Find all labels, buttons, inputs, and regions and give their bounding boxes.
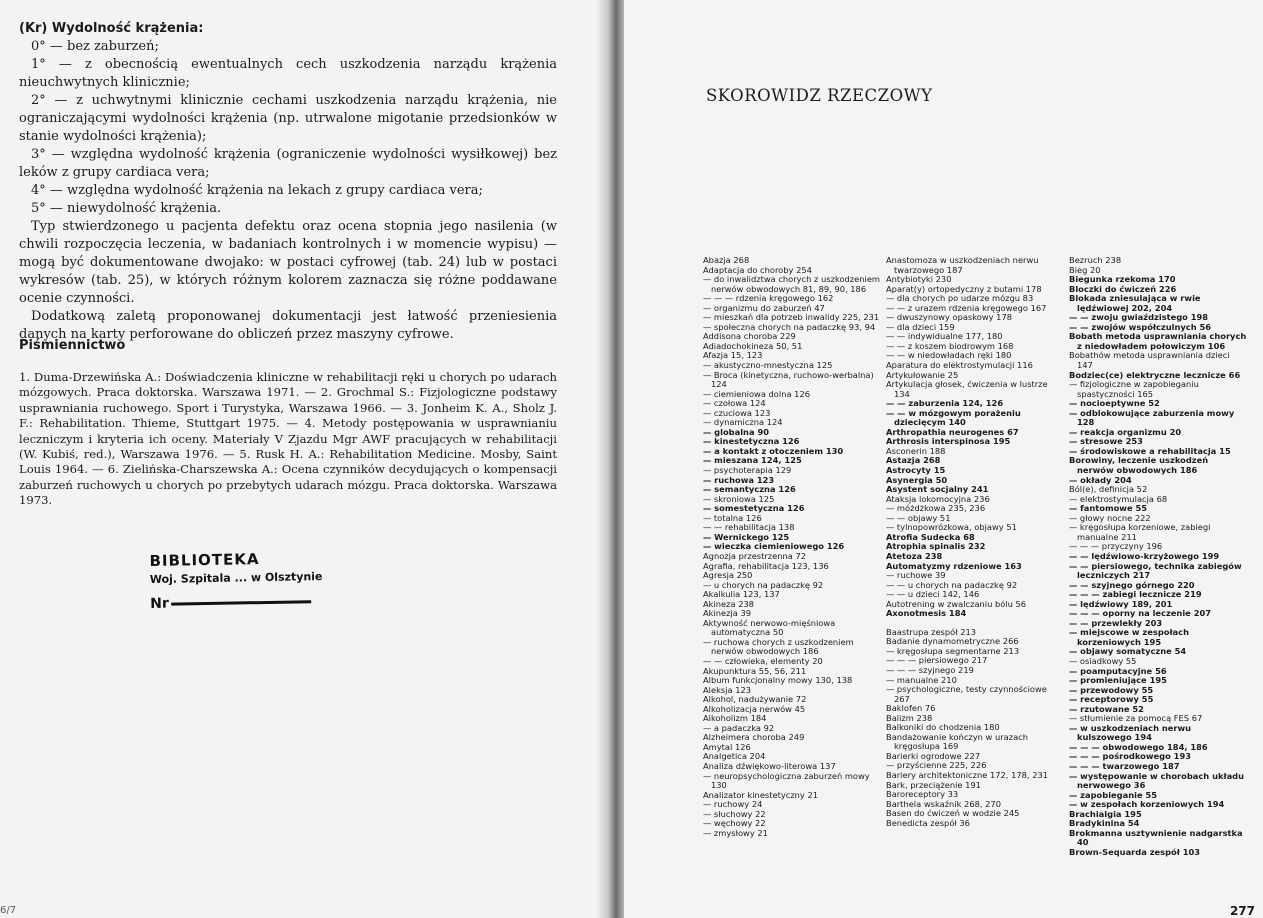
kr-item: 2° — z uchwytnymi klinicznie cechami uszkodzenia narządu krążenia, nie ograniczającymi wydolności krążenia (np. utrwalone migotanie przedsionków w stanie wydolności krążenia); xyxy=(19,93,557,144)
index-entry: Atetoza 238 xyxy=(886,550,943,561)
index-entry: Addisona choroba 229 xyxy=(703,331,796,342)
index-entry: — akustyczno-mnestyczna 125 xyxy=(703,360,833,371)
index-entry: Balkoniki do chodzenia 180 xyxy=(886,722,1000,733)
index-entry: — do inwalidztwa chorych z uszkodzeniem nerwów obwodowych 81, 89, 90, 186 xyxy=(703,274,881,294)
index-entry: — — u chorych na padaczkę 92 xyxy=(886,579,1018,590)
index-entry: — czołowa 124 xyxy=(703,398,766,409)
index-entry: — stłumienie za pomocą FES 67 xyxy=(1069,713,1203,724)
index-entry: — rzutowane 52 xyxy=(1069,703,1144,714)
index-entry: — receptorowy 55 xyxy=(1069,694,1154,705)
index-entry: — występowanie w chorobach układu nerwowego 36 xyxy=(1069,770,1245,791)
index-entry: — poamputacyjne 56 xyxy=(1069,665,1167,676)
index-entry: — — w mózgowym porażeniu dziecięcym 140 xyxy=(886,407,1021,428)
index-entry: — — przewlekły 203 xyxy=(1069,617,1163,628)
index-entry: Agnozja przestrzenna 72 xyxy=(703,550,807,561)
index-entry: — zapobieganie 55 xyxy=(1069,789,1158,800)
index-entry: — — — twarzowego 187 xyxy=(1069,760,1180,771)
literature-text: 1. Duma-Drzewińska A.: Doświadczenia kliniczne w rehabilitacji ręki u chorych po udarach mózgowych. Praca doktorska. Warszawa 1971. — 2. Grochmal S.: Fizjologiczne podstawy usprawniania ruchowego. Sport i Turystyka, Warszawa 1966. — 3. Jonheim K. A., Sholz J. F.: Rehabilitation. Thieme, Stuttgart 1975. — 4. Metody postępowania w usprawnianiu leczniczym i kryteria ich oceny. Materiały V Zjazdu Mgr AWF pracujących w rehabilitacji (W. Kubiś, red.), Warszawa 1976. — 5. Rusk H. A.: Rehabilitation Medicine. Mosby, Saint Louis 1964. — 6. Zielińska-Charszewska A.: Ocena czynników decydujących o kompensacji zaburzeń ruchowych u chorych po przebytych udarach mózgu. Praca doktorska. Warszawa 1973. xyxy=(19,370,557,508)
index-entry: — osiadkowy 55 xyxy=(1069,655,1137,666)
stamp-line-2: Woj. Szpitala ... w Olsztynie xyxy=(149,569,323,587)
index-entry: — — w niedowładach ręki 180 xyxy=(886,350,1012,361)
left-footer: 6/7 xyxy=(0,905,17,916)
index-entry: Autotrening w zwalczaniu bólu 56 xyxy=(886,598,1027,609)
index-entry: Bark, przeciążenie 191 xyxy=(886,779,981,790)
index-entry: — — z urazem rdzenia kręgowego 167 xyxy=(886,302,1047,313)
index-entry: — — — szyjnego 219 xyxy=(886,664,974,675)
index-entry: — ruchowy 24 xyxy=(703,799,763,810)
index-column-1 xyxy=(703,256,881,838)
index-entry: Anastomoza w uszkodzeniach nerwu twarzowego 187 xyxy=(886,255,1039,275)
index-entry: — globalna 90 xyxy=(703,426,769,437)
index-entry: — środowiskowe a rehabilitacja 15 xyxy=(1069,445,1231,456)
index-entry: — głowy nocne 222 xyxy=(1069,512,1151,523)
index-entry: — ruchowe 39 xyxy=(886,570,946,581)
index-entry: — Broca (kinetyczna, ruchowo-werbalna) 124 xyxy=(703,369,874,390)
index-entry: — — — zabiegi lecznicze 219 xyxy=(1069,589,1202,600)
index-entry: — u chorych na padaczkę 92 xyxy=(703,579,824,590)
index-entry: Analiza dźwiękowo-literowa 137 xyxy=(703,760,836,771)
kr-section xyxy=(19,20,557,344)
index-entry: Barthela wskaźnik 268, 270 xyxy=(886,798,1001,809)
right-page xyxy=(624,0,1263,918)
index-entry: Album funkcjonalny mowy 130, 138 xyxy=(703,675,853,686)
index-entry: Astrocyty 15 xyxy=(886,465,946,476)
index-entry: Benedicta zespół 36 xyxy=(886,817,970,828)
index-entry: — a kontakt z otoczeniem 130 xyxy=(703,445,844,456)
index-entry: — czuciowa 123 xyxy=(703,407,771,418)
index-entry: — semantyczna 126 xyxy=(703,484,796,495)
index-entry: Aktywność nerwowo-mięśniowa automatyczna 50 xyxy=(703,617,836,638)
index-entry: Automatyzmy rdzeniowe 163 xyxy=(886,560,1022,571)
index-entry: Bariery architektoniczne 172, 178, 231 xyxy=(886,769,1049,780)
stamp-number-label: Nr xyxy=(150,595,169,613)
stamp-underline xyxy=(171,600,311,605)
index-entry: — dla dzieci 159 xyxy=(886,321,955,332)
index-entry: — — człowieka, elementy 20 xyxy=(703,655,823,666)
index-entry: — neuropsychologiczna zaburzeń mowy 130 xyxy=(703,770,870,791)
kr-item: 0° — bez zaburzeń; xyxy=(31,39,159,54)
index-entry: Alzheimera choroba 249 xyxy=(703,732,805,743)
index-entry: Akineza 238 xyxy=(703,598,755,609)
index-entry: — fantomowe 55 xyxy=(1069,503,1148,514)
index-entry: Bobath metoda usprawniania chorych z niedowładem połowiczym 106 xyxy=(1069,331,1247,351)
index-entry: Atrofia Sudecka 68 xyxy=(886,531,975,542)
index-entry: — miejscowe w zespołach korzeniowych 195 xyxy=(1069,627,1189,647)
index-entry: — — szyjnego górnego 220 xyxy=(1069,579,1195,590)
index-entry: — kręgosłupa segmentarne 213 xyxy=(886,645,1020,656)
index-entry: Abazja 268 xyxy=(703,255,750,265)
index-entry: Agresja 250 xyxy=(703,570,753,581)
index-entry: Afazja 15, 123 xyxy=(703,350,763,361)
stamp-line-1: BIBLIOTEKA xyxy=(149,550,260,571)
index-entry: — organizmu do zaburzeń 47 xyxy=(703,302,825,313)
index-entry: Blokada zniesulająca w rwie lędźwiowej 202, 204 xyxy=(1069,293,1201,313)
index-entry: — fizjologiczne w zapobieganiu spastyczności 165 xyxy=(1069,379,1199,399)
kr-item: 1° — z obecnością ewentualnych cech uszkodzenia narządu krążenia nieuchwytnych klinicznie; xyxy=(19,57,557,90)
kr-item: 4° — względna wydolność krążenia na lekach z grupy cardiaca vera; xyxy=(31,183,483,198)
index-entry: — lędźwiowy 189, 201 xyxy=(1069,598,1173,609)
index-entry: Alkoholizacja nerwów 45 xyxy=(703,703,806,714)
index-entry: Bandażowanie kończyn w urazach kręgosłupa 169 xyxy=(886,731,1028,752)
index-entry: — — — przyczyny 196 xyxy=(1069,541,1163,552)
index-entry: Artykułowanie 25 xyxy=(886,369,959,380)
index-entry: Axonotmesis 184 xyxy=(886,608,967,619)
index-entry: Aleksja 123 xyxy=(703,684,752,695)
index-entry: — móżdżkowa 235, 236 xyxy=(886,503,986,514)
index-entry: Borowiny, leczenie uszkodzeń nerwów obwodowych 186 xyxy=(1069,455,1209,476)
index-entry: Biegunka rzekoma 170 xyxy=(1069,274,1176,285)
index-entry: Aparat(y) ortopedyczny z butami 178 xyxy=(886,283,1042,294)
index-entry: — słuchowy 22 xyxy=(703,808,766,819)
index-entry: Artykulacja głosek, ćwiczenia w lustrze 134 xyxy=(886,379,1048,399)
index-entry: — — — oporny na leczenie 207 xyxy=(1069,608,1212,619)
index-entry: Aparatura do elektrostymulacji 116 xyxy=(886,360,1033,371)
index-entry: — — lędźwiowo-krzyżowego 199 xyxy=(1069,550,1220,561)
index-entry: Akinezja 39 xyxy=(703,608,752,619)
index-entry: Antybiotyki 230 xyxy=(886,274,952,285)
stamp-line-3 xyxy=(150,592,380,612)
literature-title: Piśmiennictwo xyxy=(19,338,126,353)
index-entry: Balizm 238 xyxy=(886,712,933,723)
index-entry: — Wernickego 125 xyxy=(703,531,790,542)
index-entry: — w uszkodzeniach nerwu kulszowego 194 xyxy=(1069,722,1192,743)
kr-section-title: (Kr) Wydolność krążenia: xyxy=(19,21,204,36)
index-entry: — kręgosłupa korzeniowe, zabiegi manualne 211 xyxy=(1069,522,1211,542)
index-entry: — kinestetyczna 126 xyxy=(703,436,800,447)
index-entry: — okłady 204 xyxy=(1069,474,1132,485)
index-entry: — promieniujące 195 xyxy=(1069,675,1167,686)
index-entry: Analgetica 204 xyxy=(703,751,766,762)
index-entry: Akupunktura 55, 56, 211 xyxy=(703,665,807,676)
index-entry: — — z koszem biodrowym 168 xyxy=(886,340,1014,351)
index-entry: — reakcja organizmu 20 xyxy=(1069,426,1182,437)
index-entry: Bieg 20 xyxy=(1069,264,1101,275)
index-entry: Barierki ogrodowe 227 xyxy=(886,750,981,761)
index-entry: Badanie dynamometryczne 266 xyxy=(886,636,1019,647)
index-entry: — przyścienne 225, 226 xyxy=(886,760,987,771)
index-entry: — — indywidualne 177, 180 xyxy=(886,331,1003,342)
index-entry: — — — obwodowego 184, 186 xyxy=(1069,741,1208,752)
page-number: 277 xyxy=(1229,904,1255,918)
index-entry: — psychologiczne, testy czynnościowe 267 xyxy=(886,684,1047,704)
index-entry: — w zespołach korzeniowych 194 xyxy=(1069,799,1225,810)
index-entry: — — zwoju gwiaździstego 198 xyxy=(1069,312,1209,323)
index-entry: Brachialgia 195 xyxy=(1069,808,1142,819)
index-entry: — mieszkań dla potrzeb inwalidy 225, 231 xyxy=(703,312,880,323)
index-entry: — somestetyczna 126 xyxy=(703,503,805,514)
index-entry: Bodziec(ce) elektryczne lecznicze 66 xyxy=(1069,369,1241,380)
index-entry: — odblokowujące zaburzenia mowy 128 xyxy=(1069,407,1235,428)
index-entry: Alkohol, nadużywanie 72 xyxy=(703,694,807,705)
index-entry: Bradykinina 54 xyxy=(1069,818,1140,829)
index-entry: Alkoholizm 184 xyxy=(703,713,767,724)
index-entry: Baroreceptory 33 xyxy=(886,789,959,800)
index-entry: — totalna 126 xyxy=(703,512,762,523)
index-entry: Arthrosis interspinosa 195 xyxy=(886,436,1011,447)
index-entry: Asynergia 50 xyxy=(886,474,948,485)
index-entry: — nocioeptywne 52 xyxy=(1069,398,1160,409)
index-entry: Adaptacja do choroby 254 xyxy=(703,264,812,275)
index-entry: Bobathów metoda usprawniania dzieci 147 xyxy=(1069,350,1230,371)
index-entry: Brown-Sequarda zespół 103 xyxy=(1069,846,1201,857)
index-entry: Baastrupa zespół 213 xyxy=(886,626,977,637)
index-entry: Baklofen 76 xyxy=(886,703,936,714)
index-entry: — ruchowa chorych z uszkodzeniem nerwów obwodowych 186 xyxy=(703,636,854,657)
index-entry: — manualne 210 xyxy=(886,674,957,685)
index-entry: Akalkulia 123, 137 xyxy=(703,589,780,600)
index-entry: — przewodowy 55 xyxy=(1069,684,1154,695)
index-entry: — psychoterapia 129 xyxy=(703,465,792,476)
index-entry: — ruchowa 123 xyxy=(703,474,775,485)
body-paragraph: Typ stwierdzonego u pacjenta defektu oraz ocena stopnia jego nasilenia (w chwili rozpoczęcia leczenia, w badaniach kontrolnych i w momencie wypisu) — mogą być dokumentowane dwojako: w postaci cyfrowej (tab. 24) lub w postaci wykresów (tab. 25), w których różnym kolorem zaznacza się różne poddawane ocenie czynności. xyxy=(19,219,557,306)
index-entry: Analizator kinestetyczny 21 xyxy=(703,789,819,800)
index-entry: Amytal 126 xyxy=(703,741,751,752)
index-entry: — stresowe 253 xyxy=(1069,436,1143,447)
index-entry: — — — pośrodkowego 193 xyxy=(1069,751,1191,762)
index-entry: — — — piersiowego 217 xyxy=(886,655,988,666)
index-column-2 xyxy=(886,256,1064,828)
index-entry: Brokmanna usztywnienie nadgarstka 40 xyxy=(1069,827,1243,848)
index-entry: Arthropathia neurogenes 67 xyxy=(886,426,1019,437)
index-entry: — zmysłowy 21 xyxy=(703,827,768,838)
kr-item: 5° — niewydolność krążenia. xyxy=(31,201,222,216)
body-paragraph: Dodatkową zaletą proponowanej dokumentacji jest łatwość przeniesienia danych na karty perforowane do obliczeń przez maszyny cyfrowe. xyxy=(19,309,557,342)
index-entry: — społeczna chorych na padaczkę 93, 94 xyxy=(703,321,876,332)
index-entry: Bezruch 238 xyxy=(1069,255,1122,265)
index-entry: Astazja 268 xyxy=(886,455,941,466)
index-entry: Asconerin 188 xyxy=(886,445,946,456)
index-entry: — węchowy 22 xyxy=(703,818,766,829)
index-entry: — — piersiowego, technika zabiegów leczniczych 217 xyxy=(1069,560,1242,581)
index-entry: Adiadochokineza 50, 51 xyxy=(703,340,803,351)
index-entry: Atrophia spinalis 232 xyxy=(886,541,986,552)
index-entry: — — u dzieci 142, 146 xyxy=(886,589,980,600)
index-entry: — dla chorych po udarze mózgu 83 xyxy=(886,293,1034,304)
index-entry: — — objawy 51 xyxy=(886,512,951,523)
index-entry: Basen do ćwiczeń w wodzie 245 xyxy=(886,808,1020,819)
index-entry: — — rehabilitacja 138 xyxy=(703,522,795,533)
index-entry: — wieczka ciemieniowego 126 xyxy=(703,541,845,552)
index-entry: — a padaczka 92 xyxy=(703,722,775,733)
index-entry: — elektrostymulacja 68 xyxy=(1069,493,1168,504)
index-title: SKOROWIDZ RZECZOWY xyxy=(706,86,933,105)
index-entry: Bloczki do ćwiczeń 226 xyxy=(1069,283,1177,294)
index-entry: Ataksja lokomocyjna 236 xyxy=(886,493,990,504)
left-page xyxy=(0,0,608,918)
index-entry: Ból(e), definicja 52 xyxy=(1069,484,1148,495)
index-entry: — skroniowa 125 xyxy=(703,493,775,504)
kr-item: 3° — względna wydolność krążenia (ograniczenie wydolności wysiłkowej) bez leków z grupy cardiaca vera; xyxy=(19,147,557,180)
index-column-3 xyxy=(1069,256,1247,857)
index-entry: — objawy somatyczne 54 xyxy=(1069,646,1187,657)
library-stamp xyxy=(149,548,380,632)
index-entry: — mieszana 124, 125 xyxy=(703,455,802,466)
index-entry: — — zaburzenia 124, 126 xyxy=(886,398,1004,409)
index-entry: — tylnopowrózkowa, objawy 51 xyxy=(886,522,1017,533)
index-entry: — — — rdzenia kręgowego 162 xyxy=(703,293,834,304)
index-entry: — — zwojów współczulnych 56 xyxy=(1069,321,1212,332)
index-entry: — dwuszynowy opaskowy 178 xyxy=(886,312,1013,323)
index-entry: Asystent socjalny 241 xyxy=(886,484,989,495)
index-entry: — dynamiczna 124 xyxy=(703,417,783,428)
index-entry: — ciemieniowa dolna 126 xyxy=(703,388,811,399)
index-entry: Agrafia, rehabilitacja 123, 136 xyxy=(703,560,829,571)
